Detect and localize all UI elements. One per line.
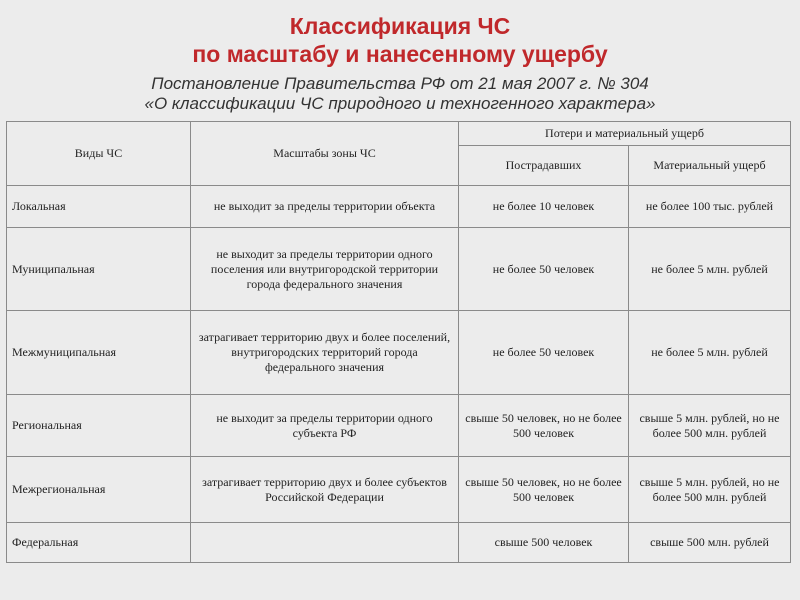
- table-row: [7, 395, 791, 457]
- row-damage: не более 5 млн. рублей: [629, 311, 791, 395]
- row-scale: затрагивает территорию двух и более поселений, внутригородских территорий города федерального значения: [191, 311, 459, 395]
- row-victims: не более 10 человек: [459, 186, 629, 228]
- row-scale: [191, 523, 459, 563]
- row-scale: не выходит за пределы территории одного поселения или внутригородской территории города федерального значения: [191, 228, 459, 311]
- table-row: [7, 311, 791, 395]
- page-subtitle: по масштабу и нанесенному ущербу: [192, 41, 608, 67]
- row-kind: Межрегиональная: [7, 457, 191, 523]
- row-damage: свыше 500 млн. рублей: [629, 523, 791, 563]
- row-kind: Федеральная: [7, 523, 191, 563]
- classification-table: [6, 121, 791, 563]
- header-victims: Пострадавших: [459, 146, 629, 186]
- header-damage: Материальный ущерб: [629, 146, 791, 186]
- table-row: [7, 228, 791, 311]
- decree-name: «О классификации ЧС природного и техногенного характера»: [144, 94, 656, 113]
- table-row: [7, 186, 791, 228]
- row-damage: свыше 5 млн. рублей, но не более 500 млн. рублей: [629, 457, 791, 523]
- row-kind: Региональная: [7, 395, 191, 457]
- row-kind: Межмуниципальная: [7, 311, 191, 395]
- header-scale: Масштабы зоны ЧС: [191, 122, 459, 186]
- row-damage: свыше 5 млн. рублей, но не более 500 млн. рублей: [629, 395, 791, 457]
- table-row: [7, 457, 791, 523]
- row-kind: Муниципальная: [7, 228, 191, 311]
- row-victims: свыше 50 человек, но не более 500 человек: [459, 395, 629, 457]
- row-scale: не выходит за пределы территории одного субъекта РФ: [191, 395, 459, 457]
- row-damage: не более 5 млн. рублей: [629, 228, 791, 311]
- row-damage: не более 100 тыс. рублей: [629, 186, 791, 228]
- row-victims: не более 50 человек: [459, 311, 629, 395]
- header-losses: Потери и материальный ущерб: [459, 122, 791, 146]
- row-kind: Локальная: [7, 186, 191, 228]
- title-block: [0, 12, 800, 114]
- row-scale: не выходит за пределы территории объекта: [191, 186, 459, 228]
- page-title: Классификация ЧС: [289, 13, 511, 39]
- row-victims: свыше 500 человек: [459, 523, 629, 563]
- table-row: [7, 523, 791, 563]
- decree-reference: Постановление Правительства РФ от 21 мая 2007 г. № 304: [151, 74, 649, 93]
- row-scale: затрагивает территорию двух и более субъектов Российской Федерации: [191, 457, 459, 523]
- header-kind: Виды ЧС: [7, 122, 191, 186]
- row-victims: не более 50 человек: [459, 228, 629, 311]
- row-victims: свыше 50 человек, но не более 500 человек: [459, 457, 629, 523]
